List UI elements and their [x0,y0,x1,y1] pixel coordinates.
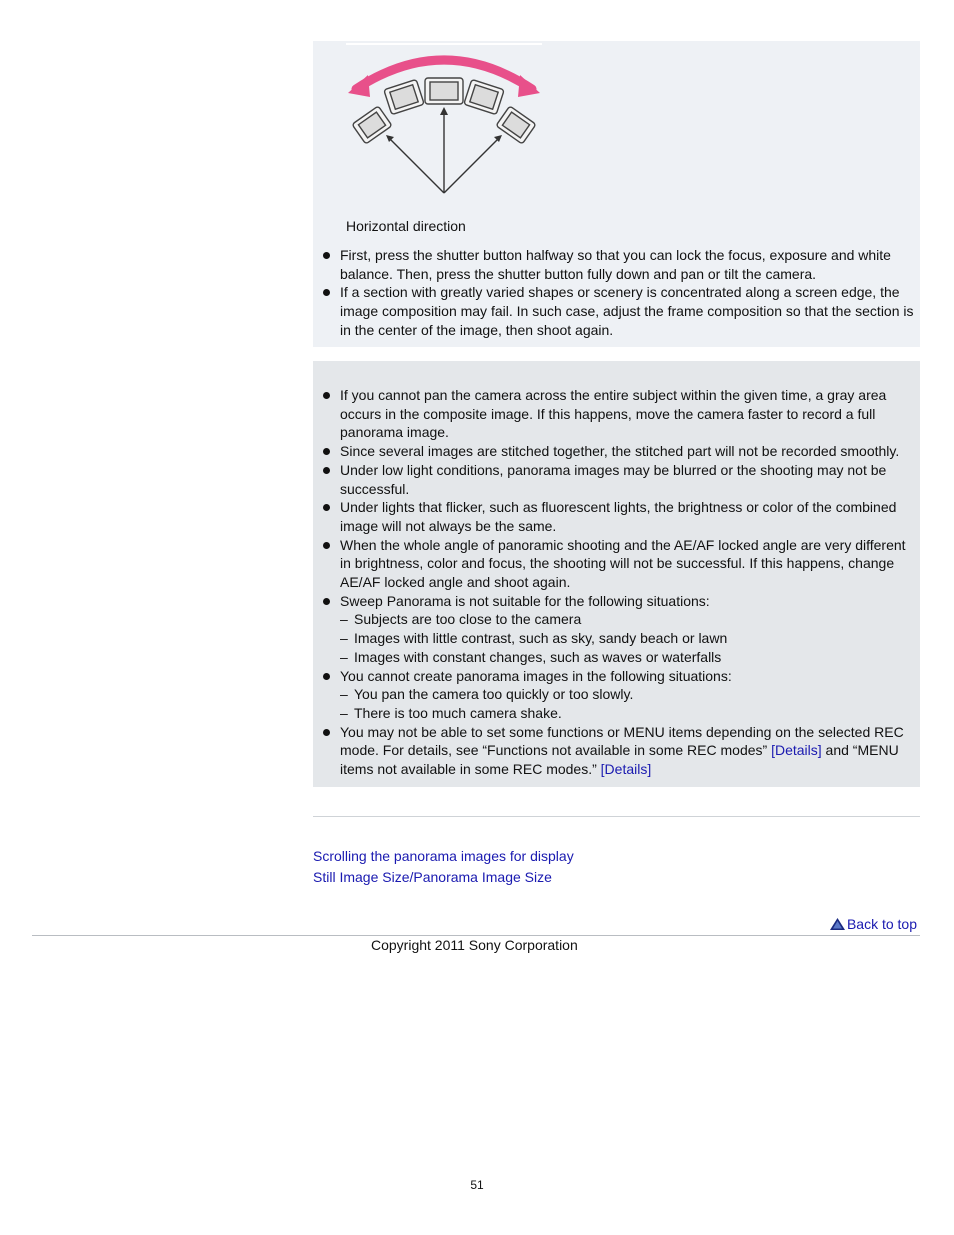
sub-list-item: – Subjects are too close to the camera [340,610,915,629]
sub-list-item: – You pan the camera too quickly or too slowly. [340,685,915,704]
list-item: If a section with greatly varied shapes or scenery is concentrated along a screen edge, the image composition may fail. In such case, adjust the frame composition so that the section is in the center of the image, then shoot again. [322,283,915,339]
hint-list [322,246,915,340]
list-item-unsuitable [322,592,915,667]
list-item: Since several images are stitched together, the stitched part will not be recorded smoothly. [322,442,915,461]
list-item-text: You may not be able to set some functions or MENU items depending on the selected REC mode. For details, see “Functions not available in some REC modes” [340,723,904,759]
details-link-menu[interactable]: [Details] [600,761,652,778]
camera-1-icon [352,106,392,144]
list-item-text: and “MENU items not available in some REC modes.” [340,742,899,778]
related-link-image-size[interactable]: Still Image Size/Panorama Image Size [313,869,552,885]
back-to-top-label: Back to top [846,916,917,932]
related-link-scrolling-panorama[interactable]: Scrolling the panorama images for display [313,848,574,864]
related-topics [313,846,574,888]
sub-list [340,610,915,666]
camera-4-icon [464,79,504,114]
list-item: If you cannot pan the camera across the entire subject within the given time, a gray area occurs in the composite image. If this happens, move the camera faster to record a full panorama image. [322,386,915,442]
sub-list-item: – There is too much camera shake. [340,704,915,723]
camera-2-icon [384,79,424,114]
sweep-arrow-left-head [348,75,370,97]
list-item: Under low light conditions, panorama images may be blurred or the shooting may not be successful. [322,461,915,498]
sub-list-item: – Images with little contrast, such as sky, sandy beach or lawn [340,629,915,648]
back-to-top-link[interactable] [830,915,917,933]
divider [313,816,920,817]
sub-list [340,685,915,722]
details-link-functions[interactable]: [Details] [771,742,822,759]
horizontal-pan-illustration [346,43,542,203]
figure-caption: Horizontal direction [346,218,466,234]
camera-3-icon [425,78,463,104]
copyright: Copyright 2011 Sony Corporation [371,937,578,953]
list-item-cannot-create [322,667,915,723]
camera-5-icon [496,106,536,144]
page-number: 51 [470,1178,484,1192]
list-item: When the whole angle of panoramic shooting and the AE/AF locked angle are very different in brightness, color and focus, the shooting will not be successful. If this happens, change AE/AF locked angle and shoot again. [322,536,915,592]
list-item-text: You cannot create panorama images in the following situations: [340,667,732,684]
list-item: Under lights that flicker, such as fluorescent lights, the brightness or color of the combined image will not always be the same. [322,498,915,535]
list-item: First, press the shutter button halfway so that you can lock the focus, exposure and white balance. Then, press the shutter button fully down and pan or tilt the camera. [322,246,915,283]
list-item-text: Sweep Panorama is not suitable for the following situations: [340,592,710,609]
list-item-rec-mode [322,723,915,779]
sweep-arrow-right-head [518,75,540,97]
up-triangle-icon [830,918,845,930]
notes-list [322,386,915,779]
sub-list-item: – Images with constant changes, such as waves or waterfalls [340,648,915,667]
